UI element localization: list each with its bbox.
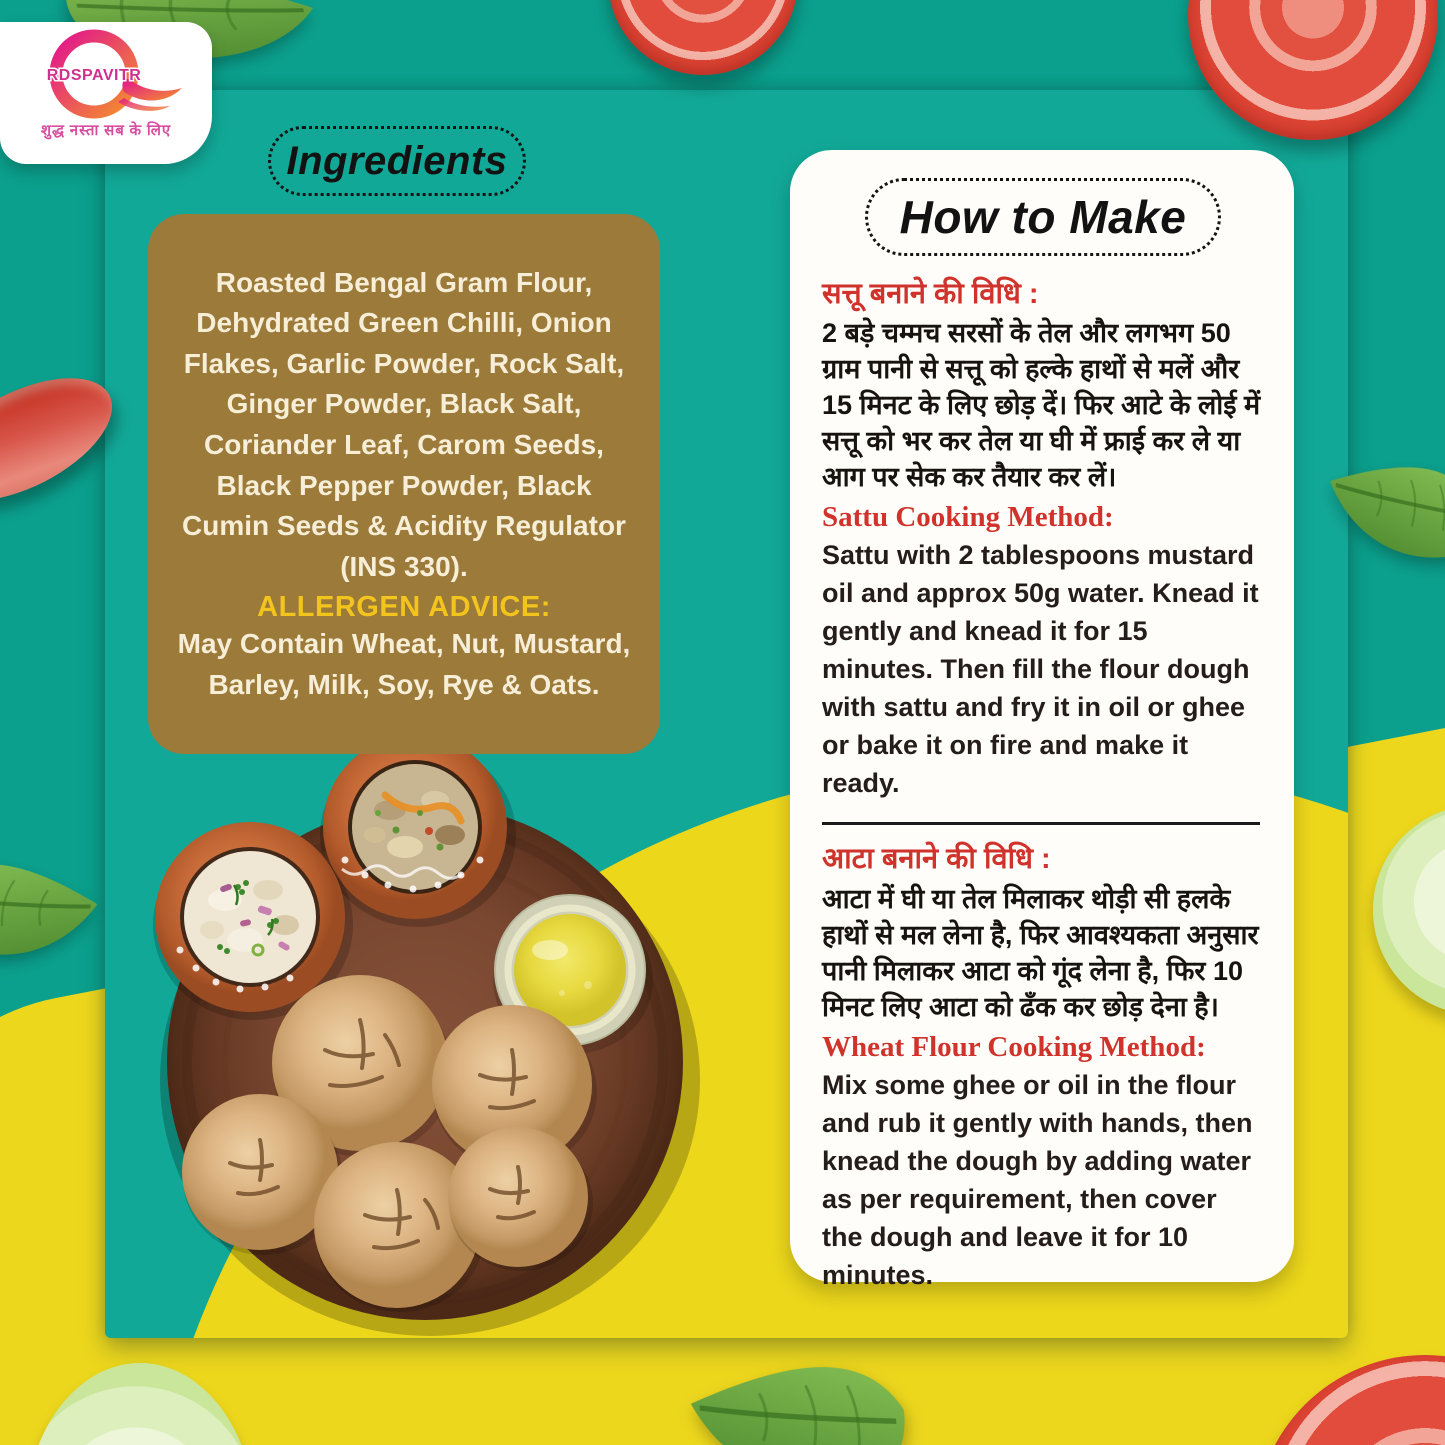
flour-method-section bbox=[822, 843, 1264, 1293]
ingredients-title: Ingredients bbox=[286, 138, 508, 183]
leaf-decoration-left-edge bbox=[0, 827, 108, 1003]
sattu-method-heading-english: Sattu Cooking Method: bbox=[822, 501, 1114, 534]
how-to-make-card bbox=[790, 150, 1294, 1290]
ingredients-list-text: Roasted Bengal Gram Flour, Dehydrated Green Chilli, Onion Flakes, Garlic Powder, Rock Salt, Ginger Powder, Black Salt, Coriander Leaf, Carom Seeds, Black Pepper Powder, Black Cumin Seeds & Acidity Regulator (INS 330). bbox=[182, 266, 626, 582]
brand-tagline: शुद्ध नस्ता सब के लिए bbox=[40, 123, 172, 139]
sattu-method-section bbox=[822, 278, 1264, 802]
sattu-method-body-english: Sattu with 2 tablespoons mustard oil and approx 50g water. Knead it gently and knead it for 15 minutes. Then fill the flour dough with sattu and fry it in oil or ghee or bake it on fire and make it ready. bbox=[822, 540, 1259, 799]
sattu-method-heading-hindi: सत्तू बनाने की विधि : bbox=[822, 278, 1039, 310]
how-to-make-title: How to Make bbox=[899, 191, 1187, 243]
flour-method-body-hindi: आटा में घी या तेल मिलाकर थोड़ी सी हलके हाथों से मल लेना है, फिर आवश्यकता अनुसार पानी मिलाकर आटा को गूंद लेना है, फिर 10 मिनट लिए आटा को ढँक कर छोड़ देना है। bbox=[822, 883, 1259, 1022]
how-to-make-title-pill bbox=[865, 178, 1221, 256]
flour-method-heading-hindi: आटा बनाने की विधि : bbox=[822, 843, 1051, 876]
flour-method-heading-english: Wheat Flour Cooking Method: bbox=[822, 1030, 1206, 1063]
ingredients-box bbox=[148, 214, 660, 754]
allergen-advice-text: May Contain Wheat, Nut, Mustard, Barley, Milk, Soy, Rye & Oats. bbox=[177, 628, 631, 700]
brand-logo-icon bbox=[6, 22, 206, 126]
allergen-advice-label: ALLERGEN ADVICE: bbox=[257, 591, 551, 624]
sattu-method-body-hindi: 2 बड़े चम्मच सरसों के तेल और लगभग 50 ग्राम पानी से सत्तू को हल्के हाथों से मलें और 15 मिनट के लिए छोड़ दें। फिर आटे के लोई में सत्तू को भर कर तेल या घी में फ्राई कर ले या आग पर सेक कर तैयार कर लें। bbox=[822, 318, 1261, 493]
section-divider bbox=[822, 822, 1260, 825]
brand-logo-card bbox=[0, 22, 212, 164]
flour-method-body-english: Mix some ghee or oil in the flour and rub it gently with hands, then knead the dough by adding water as per requirement, then cover the dough and leave it for 10 minutes. bbox=[822, 1069, 1253, 1290]
food-plate-photo bbox=[150, 735, 710, 1338]
brand-name: RDSPAVITR bbox=[46, 67, 142, 84]
tomato-slice-decoration-top-center bbox=[608, 0, 798, 75]
ingredients-title-pill bbox=[268, 126, 526, 196]
